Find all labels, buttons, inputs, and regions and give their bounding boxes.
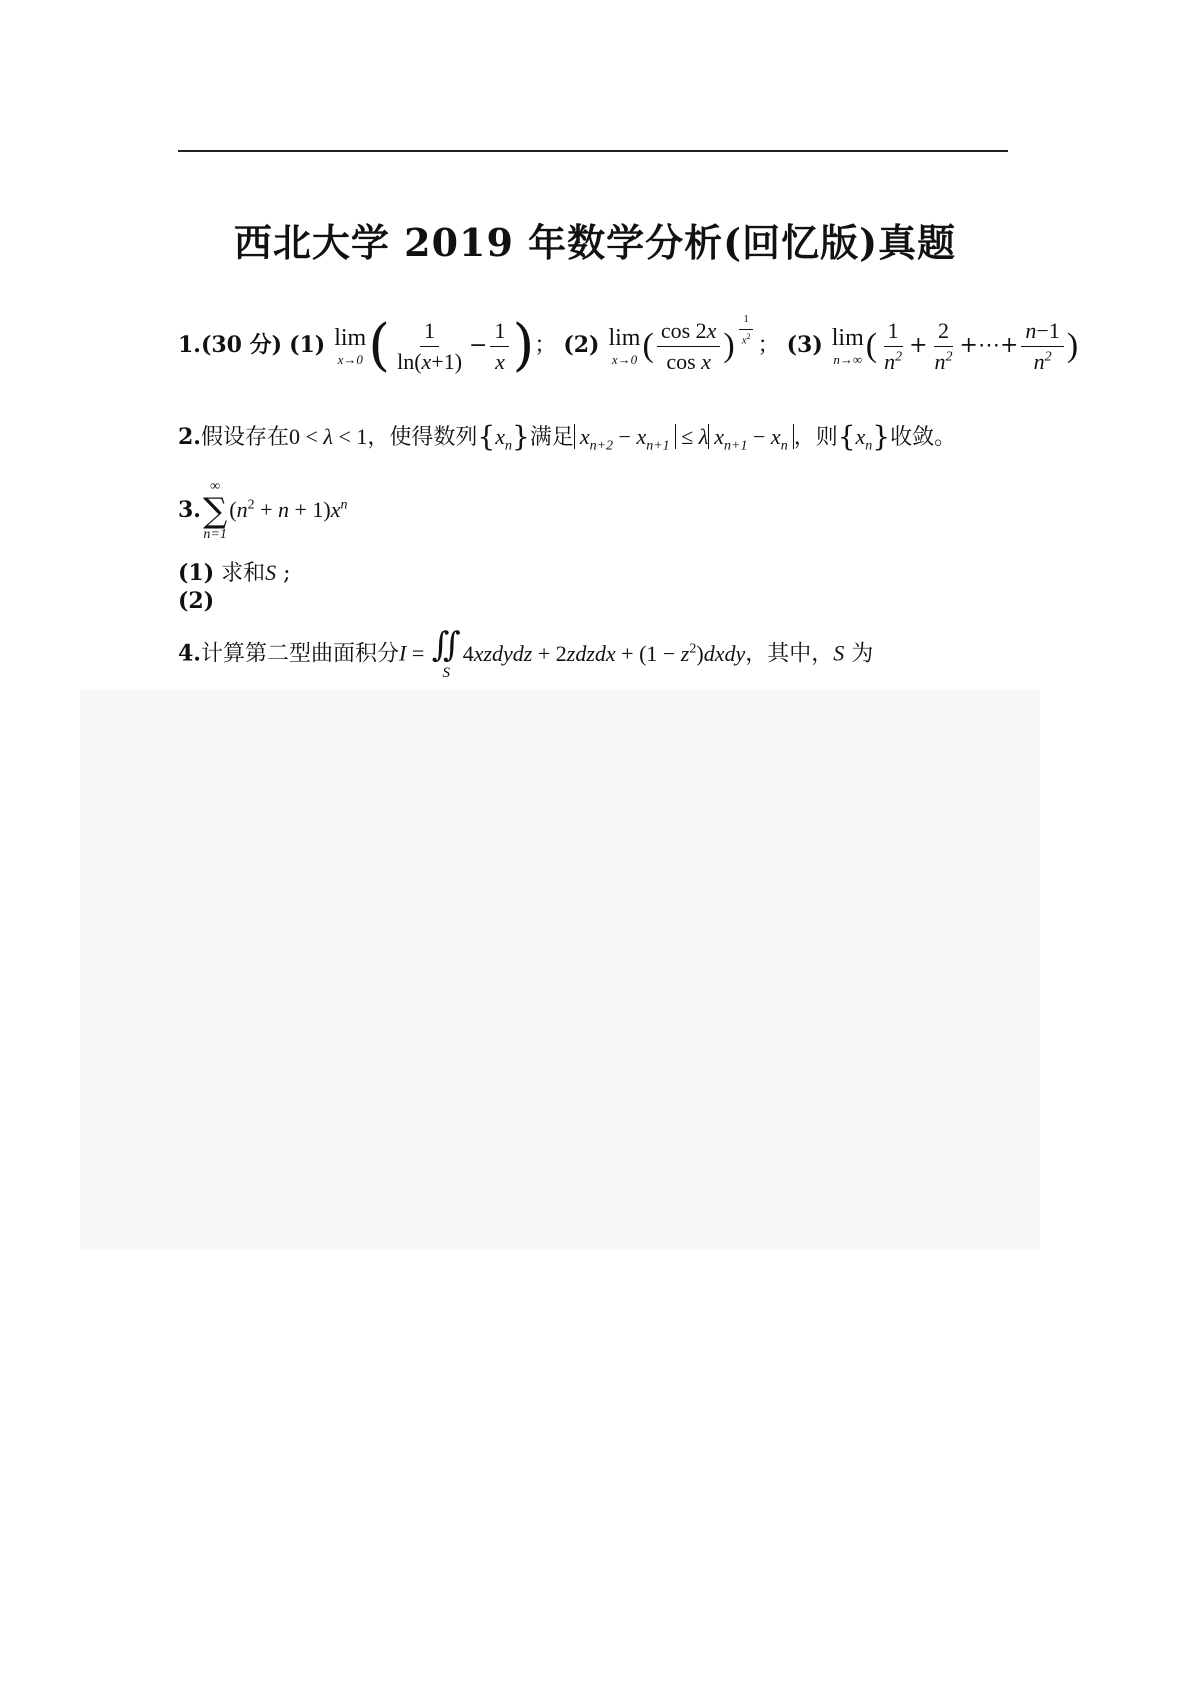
header-rule bbox=[178, 150, 1008, 152]
fraction: $\frac{1}{\ln(x+1)}$ bbox=[397, 318, 463, 374]
question-1-part-2-label: (2) bbox=[563, 332, 600, 358]
question-2-text: 收敛。 bbox=[890, 425, 957, 450]
summation-operator: ∞ ∑ n=1 bbox=[202, 479, 228, 542]
question-3-sub-1-text: 求和 bbox=[221, 561, 266, 586]
scan-shade-region bbox=[80, 690, 1040, 1250]
fraction: $\frac{\cos 2x}{\text{cos x}}$ bbox=[657, 319, 721, 372]
question-1-part-1-label: (1) bbox=[289, 332, 326, 358]
question-2-text: 假设存在 bbox=[200, 425, 289, 450]
fraction: $\frac{2}{n^2}$ bbox=[934, 318, 953, 374]
question-2-number: 2. bbox=[178, 424, 201, 450]
question-4: 4.计算第二型曲面积分I = ∬ S 4xzdydz + 2zdzdx + $(1 - z^2)dxdy$，其中，S 为 bbox=[178, 625, 874, 681]
question-3-sub-1-label: (1) bbox=[178, 560, 215, 586]
question-1-number: 1. bbox=[178, 332, 201, 358]
question-1-part-3-label: (3) bbox=[786, 332, 823, 358]
question-2: 2.假设存在0 < λ < 1，使得数列$\{x_n\}$满足 $x_{n+2} - x_{n+1} \le \lambda$ $x_{n+1} - x_n$ ，则$\{x_n\}$收敛。 bbox=[178, 420, 957, 454]
fraction: $\frac{n-1}{n^2}$ bbox=[1021, 319, 1063, 372]
question-3-number: 3. bbox=[178, 497, 201, 523]
question-3: 3. ∞ ∑ n=1 $(n^2 + n + 1)x^n$ bbox=[178, 479, 348, 542]
question-4-text: 为 bbox=[851, 641, 874, 667]
question-2-text: ，使得数列 bbox=[367, 425, 478, 450]
limit-operator: lim x→0 bbox=[608, 325, 641, 367]
question-3-sub-1: (1) 求和S ; bbox=[178, 560, 291, 586]
double-integral-operator: ∬ S bbox=[431, 625, 461, 681]
question-3-sub-2 bbox=[178, 588, 214, 614]
question-4-text: ，其中， bbox=[745, 641, 834, 667]
limit-operator: lim x→0 bbox=[334, 325, 367, 367]
question-1: 1.(30 分) (1) lim x→0 ( $\frac{1}{\ln(x+1)}$ − $\frac{1}{x}$ )； (2) lim x→0 ( $\frac{\cos 2x}{\text{cos x}}$ ) $^{\frac{1}{x^2}}$ ； (3) lim n→∞ ( $\frac{1}{n^2}$ + $\frac{2}{n^2}$ +⋯+ $\frac{n-1}{n^2}$ ) bbox=[178, 313, 1079, 378]
question-2-text: ，则 bbox=[793, 425, 838, 450]
question-2-text: 满足 bbox=[529, 425, 574, 450]
page-title: 西北大学 2019 年数学分析(回忆版)真题 bbox=[233, 220, 957, 265]
question-4-text: 计算第二型曲面积分 bbox=[200, 641, 399, 667]
fraction: $\frac{1}{x}$ bbox=[490, 319, 509, 372]
limit-operator: lim n→∞ bbox=[831, 325, 864, 367]
question-4-number: 4. bbox=[178, 640, 201, 667]
question-1-score: (30 分) bbox=[200, 332, 283, 358]
fraction: $\frac{1}{n^2}$ bbox=[884, 318, 903, 374]
question-3-sub-2-label: (2) bbox=[178, 588, 215, 614]
